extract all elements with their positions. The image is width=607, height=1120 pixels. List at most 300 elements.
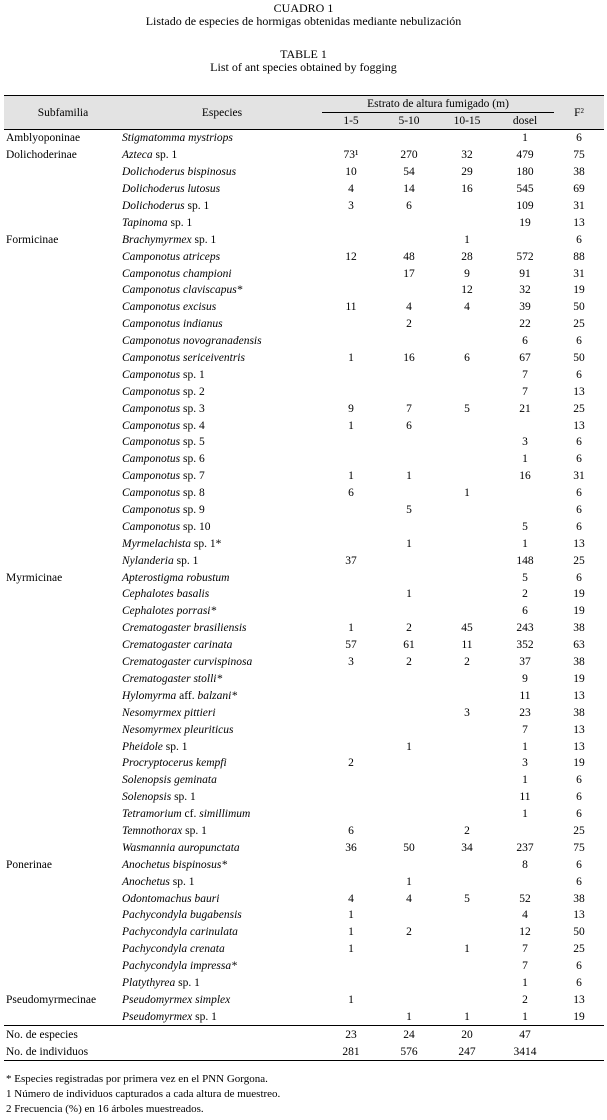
subfamily-cell xyxy=(4,586,122,603)
subfamily-cell xyxy=(4,265,122,282)
totals-row xyxy=(4,1026,604,1043)
table-row xyxy=(4,687,604,704)
species-cell: Pseudomyrmex sp. 1 xyxy=(122,1010,217,1023)
subfamily-cell xyxy=(4,181,122,198)
count-cell: 12 xyxy=(461,284,473,297)
count-cell: 11 xyxy=(461,639,473,652)
species-cell: Procryptocerus kempfi xyxy=(122,757,227,770)
frequency-cell: 13 xyxy=(573,909,585,922)
frequency-cell: 50 xyxy=(573,301,585,314)
count-cell: 1 xyxy=(348,352,354,365)
table-row xyxy=(4,417,604,434)
subfamily-cell xyxy=(4,620,122,637)
count-cell: 7 xyxy=(406,402,412,415)
count-cell xyxy=(438,518,496,535)
species-cell: Camponotus sp. 9 xyxy=(122,504,205,517)
count-cell: 9 xyxy=(348,402,354,415)
count-cell xyxy=(496,873,554,890)
table-row xyxy=(4,637,604,654)
count-cell xyxy=(380,333,438,350)
count-cell: 4 xyxy=(464,301,470,314)
table-row xyxy=(4,130,604,147)
count-cell: 7 xyxy=(522,943,528,956)
subfamily-cell xyxy=(4,687,122,704)
count-cell: 91 xyxy=(519,267,531,280)
subfamily-cell xyxy=(4,468,122,485)
species-cell: Cephalotes porrasi* xyxy=(122,605,217,618)
subfamily-header: Subfamilia xyxy=(4,96,122,130)
count-cell xyxy=(322,873,380,890)
count-cell: 243 xyxy=(516,622,534,635)
count-cell: 3 xyxy=(348,200,354,212)
count-cell xyxy=(322,434,380,451)
count-cell: 2 xyxy=(348,757,354,770)
count-cell: 17 xyxy=(403,267,415,280)
count-cell xyxy=(322,231,380,248)
species-cell: Nesomyrmex pittieri xyxy=(122,706,216,719)
frequency-cell: 88 xyxy=(573,250,585,263)
count-cell xyxy=(322,789,380,806)
frequency-cell: 25 xyxy=(573,943,585,956)
count-cell xyxy=(438,772,496,789)
species-cell: Odontomachus bauri xyxy=(122,892,220,905)
species-cell: Camponotus sp. 5 xyxy=(122,436,205,449)
count-cell: 2 xyxy=(464,824,470,837)
table-row xyxy=(4,789,604,806)
count-cell: 3 xyxy=(464,706,470,719)
total-cell: 23 xyxy=(322,1026,380,1043)
species-cell: Solenopsis sp. 1 xyxy=(122,791,196,804)
count-cell: 2 xyxy=(406,656,412,669)
count-cell: 19 xyxy=(519,216,531,229)
count-cell xyxy=(438,907,496,924)
count-cell: 2 xyxy=(406,318,412,331)
count-cell: 6 xyxy=(406,419,412,432)
table-row xyxy=(4,535,604,552)
count-cell xyxy=(438,535,496,552)
frequency-cell: 13 xyxy=(573,419,585,432)
count-cell: 2 xyxy=(522,993,528,1006)
subfamily-cell xyxy=(4,704,122,721)
table-row xyxy=(4,654,604,671)
count-cell xyxy=(438,502,496,519)
count-cell: 61 xyxy=(403,639,415,652)
species-header: Especies xyxy=(122,96,322,130)
subfamily-cell xyxy=(4,839,122,856)
species-cell: Camponotus sp. 1 xyxy=(122,368,205,381)
species-cell: Anochetus sp. 1 xyxy=(122,875,195,888)
subfamily-cell xyxy=(4,518,122,535)
totals-label: No. de individuos xyxy=(4,1043,322,1060)
species-cell: Anochetus bispinosus* xyxy=(122,858,228,871)
species-cell: Pheidole sp. 1 xyxy=(122,740,188,753)
frequency-cell: 6 xyxy=(576,976,582,989)
frequency-header: $F^2$ xyxy=(554,96,604,130)
count-cell: 1 xyxy=(464,487,470,500)
count-cell xyxy=(380,383,438,400)
footnote: 1 Número de individuos capturados a cada altura de muestreo. xyxy=(6,1088,281,1100)
species-cell: Nylanderia sp. 1 xyxy=(122,554,199,567)
count-cell: 11 xyxy=(519,689,531,702)
count-cell: 4 xyxy=(348,183,354,196)
count-cell xyxy=(322,265,380,282)
stratum-column-header: 1-5 xyxy=(322,113,380,130)
subfamily-cell xyxy=(4,637,122,654)
count-cell xyxy=(438,991,496,1008)
count-cell xyxy=(322,451,380,468)
subfamily-cell xyxy=(4,417,122,434)
species-cell: Crematogaster stolli* xyxy=(122,672,223,685)
subfamily-cell: Ponerinae xyxy=(6,858,52,871)
count-cell: 7 xyxy=(522,385,528,398)
count-cell xyxy=(322,721,380,738)
count-cell xyxy=(496,485,554,502)
table-row xyxy=(4,366,604,383)
count-cell xyxy=(322,316,380,333)
species-cell: Stigmatomma mystriops xyxy=(122,132,233,145)
count-cell: 67 xyxy=(519,352,531,365)
table-row xyxy=(4,198,604,215)
frequency-cell: 6 xyxy=(576,335,582,348)
species-cell: Camponotus indianus xyxy=(122,318,223,331)
count-cell: 1 xyxy=(406,875,412,888)
count-cell: 572 xyxy=(516,250,534,263)
count-cell: 52 xyxy=(519,892,531,905)
species-cell: Brachymyrmex sp. 1 xyxy=(122,233,217,246)
table-row xyxy=(4,485,604,502)
count-cell: 109 xyxy=(516,200,534,212)
count-cell xyxy=(438,214,496,231)
species-cell: Platythyrea sp. 1 xyxy=(122,976,200,989)
frequency-cell: 25 xyxy=(573,402,585,415)
table-row xyxy=(4,704,604,721)
table-row xyxy=(4,755,604,772)
table-row xyxy=(4,282,604,299)
subfamily-cell: Formicinae xyxy=(6,233,59,246)
count-cell xyxy=(380,569,438,586)
count-cell xyxy=(438,198,496,215)
english-caption xyxy=(0,48,607,74)
count-cell: 3 xyxy=(348,656,354,669)
strata-header: Estrato de altura fumigado (m) xyxy=(322,96,554,113)
species-cell: Camponotus championi xyxy=(122,267,232,280)
species-cell: Pachycondyla crenata xyxy=(122,943,225,956)
count-cell: 2 xyxy=(406,622,412,635)
count-cell: 23 xyxy=(519,706,531,719)
count-cell xyxy=(380,485,438,502)
subfamily-cell xyxy=(4,654,122,671)
count-cell xyxy=(438,671,496,688)
count-cell: 6 xyxy=(348,824,354,837)
species-cell: Dolichoderus sp. 1 xyxy=(122,200,210,212)
count-cell: 2 xyxy=(464,656,470,669)
subfamily-cell xyxy=(4,671,122,688)
species-cell: Crematogaster carinata xyxy=(122,639,233,652)
subfamily-cell xyxy=(4,1008,122,1025)
count-cell: 180 xyxy=(516,166,534,179)
count-cell: 1 xyxy=(464,943,470,956)
table-row xyxy=(4,383,604,400)
count-cell: 57 xyxy=(345,639,357,652)
table-row xyxy=(4,164,604,181)
count-cell xyxy=(438,873,496,890)
subfamily-cell: Dolichoderinae xyxy=(6,149,77,162)
subfamily-cell xyxy=(4,350,122,367)
count-cell: 1 xyxy=(522,808,528,821)
count-cell xyxy=(322,1008,380,1025)
frequency-cell: 13 xyxy=(573,216,585,229)
count-cell: 1 xyxy=(522,537,528,550)
count-cell: 1 xyxy=(406,740,412,753)
table-row xyxy=(4,552,604,569)
table-row xyxy=(4,518,604,535)
count-cell: 32 xyxy=(519,284,531,297)
count-cell: 36 xyxy=(345,841,357,854)
count-cell xyxy=(322,535,380,552)
frequency-cell: 25 xyxy=(573,554,585,567)
count-cell: 1 xyxy=(348,993,354,1006)
count-cell: 16 xyxy=(403,352,415,365)
count-cell xyxy=(438,434,496,451)
count-cell xyxy=(438,603,496,620)
species-cell: Nesomyrmex pleuriticus xyxy=(122,723,234,736)
frequency-cell: 6 xyxy=(576,132,582,145)
count-cell xyxy=(322,738,380,755)
count-cell: 3 xyxy=(522,436,528,449)
count-cell xyxy=(380,366,438,383)
table-row xyxy=(4,839,604,856)
count-cell xyxy=(380,518,438,535)
count-cell xyxy=(380,231,438,248)
count-cell xyxy=(380,991,438,1008)
table-row xyxy=(4,941,604,958)
frequency-cell: 6 xyxy=(576,520,582,533)
species-cell: Myrmelachista sp. 1* xyxy=(122,537,222,550)
count-cell: 12 xyxy=(519,926,531,939)
count-cell: 1 xyxy=(348,943,354,956)
frequency-cell: 13 xyxy=(573,689,585,702)
frequency-cell: 38 xyxy=(573,166,585,179)
count-cell: 2 xyxy=(522,588,528,601)
species-cell: Camponotus claviscapus* xyxy=(122,284,243,297)
count-cell: 1 xyxy=(522,976,528,989)
species-cell: Hylomyrma aff. balzani* xyxy=(122,689,238,702)
count-cell xyxy=(438,958,496,975)
count-cell xyxy=(380,958,438,975)
frequency-cell: 13 xyxy=(573,385,585,398)
count-cell xyxy=(380,856,438,873)
count-cell xyxy=(438,586,496,603)
count-cell: 11 xyxy=(345,301,357,314)
subfamily-cell xyxy=(4,214,122,231)
count-cell xyxy=(380,704,438,721)
count-cell: 479 xyxy=(516,149,534,162)
frequency-cell: 38 xyxy=(573,622,585,635)
table-row xyxy=(4,316,604,333)
count-cell xyxy=(322,603,380,620)
frequency-cell: 6 xyxy=(576,453,582,466)
subfamily-cell xyxy=(4,806,122,823)
subfamily-cell xyxy=(4,789,122,806)
frequency-cell: 6 xyxy=(576,774,582,787)
count-cell xyxy=(438,552,496,569)
count-cell: 1 xyxy=(464,233,470,246)
count-cell xyxy=(380,907,438,924)
count-cell xyxy=(322,282,380,299)
count-cell: 1 xyxy=(406,470,412,483)
species-table xyxy=(4,95,604,1061)
subfamily-cell xyxy=(4,755,122,772)
subfamily-cell xyxy=(4,535,122,552)
frequency-cell: 6 xyxy=(576,960,582,973)
subfamily-cell xyxy=(4,924,122,941)
frequency-cell: 38 xyxy=(573,706,585,719)
count-cell xyxy=(380,789,438,806)
species-cell: Cephalotes basalis xyxy=(122,588,210,601)
frequency-cell: 69 xyxy=(573,183,585,196)
table-row xyxy=(4,991,604,1008)
count-cell: 6 xyxy=(406,200,412,212)
count-cell xyxy=(438,333,496,350)
count-cell xyxy=(438,924,496,941)
count-cell xyxy=(322,975,380,992)
total-cell: 47 xyxy=(496,1026,554,1043)
count-cell xyxy=(380,721,438,738)
species-cell: Azteca sp. 1 xyxy=(122,149,178,162)
frequency-cell: 6 xyxy=(576,571,582,584)
frequency-cell: 63 xyxy=(573,639,585,652)
stratum-column-header: 5-10 xyxy=(380,113,438,130)
count-cell: 1 xyxy=(522,774,528,787)
count-cell xyxy=(322,502,380,519)
species-cell: Pseudomyrmex simplex xyxy=(122,993,231,1006)
species-cell: Camponotus excisus xyxy=(122,301,217,314)
count-cell: 32 xyxy=(461,149,473,162)
species-cell: Apterostigma robustum xyxy=(122,571,230,584)
species-cell: Camponotus sp. 7 xyxy=(122,470,205,483)
totals-row xyxy=(4,1043,604,1060)
count-cell: 8 xyxy=(522,858,528,871)
total-cell: 281 xyxy=(322,1043,380,1060)
count-cell xyxy=(380,451,438,468)
count-cell: 5 xyxy=(464,892,470,905)
count-cell xyxy=(438,806,496,823)
subfamily-cell xyxy=(4,485,122,502)
count-cell: 6 xyxy=(522,335,528,348)
frequency-cell: 25 xyxy=(573,824,585,837)
count-cell: 37 xyxy=(519,656,531,669)
subfamily-cell xyxy=(4,941,122,958)
frequency-cell: 13 xyxy=(573,740,585,753)
species-cell: Crematogaster brasiliensis xyxy=(122,622,247,635)
count-cell xyxy=(496,502,554,519)
count-cell xyxy=(380,755,438,772)
count-cell xyxy=(438,789,496,806)
table-row xyxy=(4,400,604,417)
subfamily-cell xyxy=(4,603,122,620)
count-cell: 5 xyxy=(522,571,528,584)
table-row xyxy=(4,603,604,620)
count-cell xyxy=(438,856,496,873)
count-cell xyxy=(380,941,438,958)
frequency-cell: 31 xyxy=(573,267,585,280)
spanish-caption xyxy=(0,2,607,28)
subfamily-cell xyxy=(4,738,122,755)
table-row xyxy=(4,586,604,603)
table-row xyxy=(4,1008,604,1025)
table-row xyxy=(4,890,604,907)
count-cell: 29 xyxy=(461,166,473,179)
count-cell: 21 xyxy=(519,402,531,415)
count-cell xyxy=(438,451,496,468)
total-cell: 3414 xyxy=(496,1043,554,1060)
subfamily-cell: Myrmicinae xyxy=(6,571,63,584)
count-cell: 6 xyxy=(464,352,470,365)
count-cell: 34 xyxy=(461,841,473,854)
count-cell: 9 xyxy=(464,267,470,280)
count-cell: 10 xyxy=(345,166,357,179)
frequency-cell: 6 xyxy=(576,487,582,500)
frequency-cell: 50 xyxy=(573,926,585,939)
subfamily-cell xyxy=(4,299,122,316)
frequency-cell: 13 xyxy=(573,537,585,550)
count-cell xyxy=(496,231,554,248)
frequency-cell: 19 xyxy=(573,672,585,685)
count-cell xyxy=(322,214,380,231)
table-row xyxy=(4,265,604,282)
count-cell: 148 xyxy=(516,554,534,567)
frequency-cell: 25 xyxy=(573,318,585,331)
count-cell: 5 xyxy=(406,504,412,517)
stratum-column-header: 10-15 xyxy=(438,113,496,130)
count-cell xyxy=(322,671,380,688)
count-cell xyxy=(438,975,496,992)
species-cell: Pachycondyla carinulata xyxy=(122,926,238,939)
species-cell: Camponotus sericeiventris xyxy=(122,352,245,365)
species-cell: Tapinoma sp. 1 xyxy=(122,216,193,229)
table-row xyxy=(4,214,604,231)
subfamily-cell xyxy=(4,907,122,924)
frequency-cell: 6 xyxy=(576,504,582,517)
count-cell xyxy=(438,755,496,772)
species-cell: Camponotus sp. 8 xyxy=(122,487,205,500)
count-cell xyxy=(438,687,496,704)
count-cell xyxy=(322,958,380,975)
species-cell: Crematogaster curvispinosa xyxy=(122,656,253,669)
subfamily-cell xyxy=(4,958,122,975)
species-cell: Camponotus sp. 3 xyxy=(122,402,205,415)
frequency-cell: 19 xyxy=(573,757,585,770)
caption-label-es: CUADRO 1 xyxy=(273,1,334,15)
count-cell: 22 xyxy=(519,318,531,331)
frequency-cell: 6 xyxy=(576,368,582,381)
frequency-cell: 19 xyxy=(573,605,585,618)
count-cell xyxy=(380,603,438,620)
count-cell xyxy=(438,569,496,586)
count-cell: 73¹ xyxy=(343,149,359,162)
subfamily-cell xyxy=(4,164,122,181)
count-cell xyxy=(380,552,438,569)
count-cell xyxy=(322,806,380,823)
table-row xyxy=(4,924,604,941)
count-cell xyxy=(322,856,380,873)
count-cell xyxy=(496,417,554,434)
count-cell xyxy=(496,823,554,840)
subfamily-cell xyxy=(4,198,122,215)
table-row xyxy=(4,772,604,789)
table-row xyxy=(4,958,604,975)
count-cell: 7 xyxy=(522,723,528,736)
